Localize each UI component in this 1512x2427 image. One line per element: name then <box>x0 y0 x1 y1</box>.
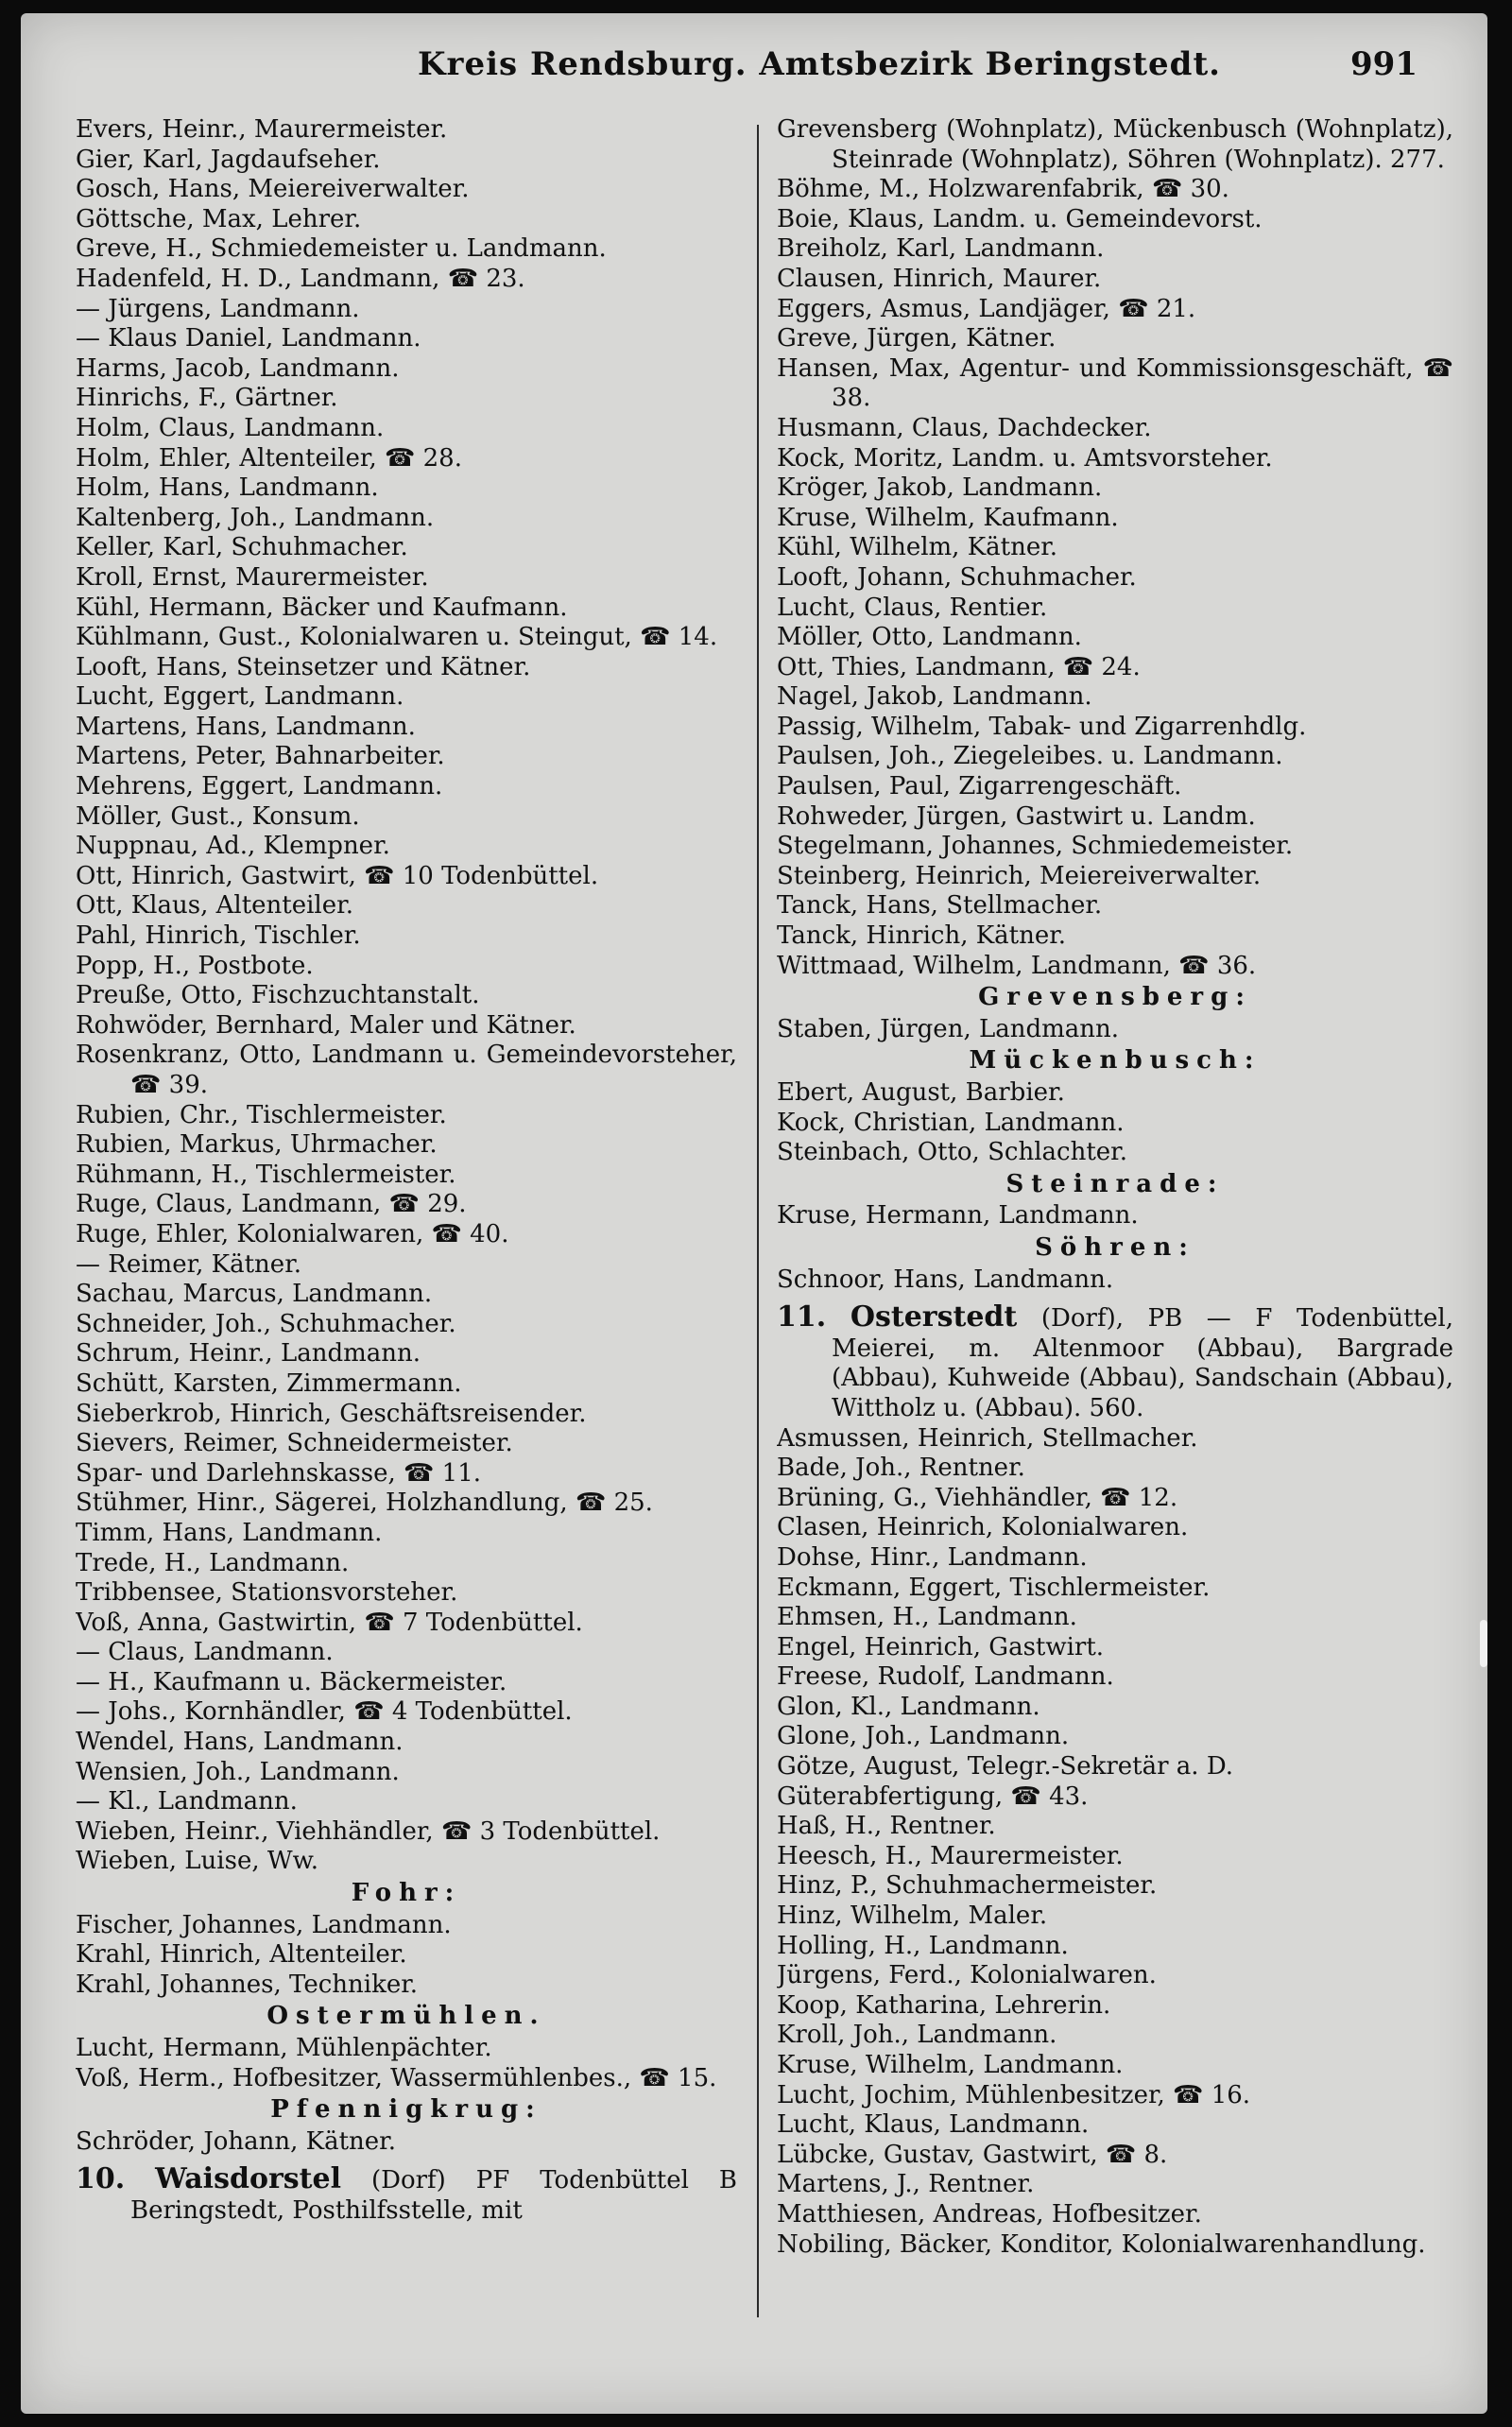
directory-entry: Wieben, Luise, Ww. <box>76 1847 319 1876</box>
directory-entry: — Claus, Landmann. <box>76 1638 334 1667</box>
pfennigkrug-entry-list <box>76 2127 737 2158</box>
column-divider <box>757 125 759 2317</box>
subheading-fohr: Fohr: <box>351 1879 462 1908</box>
directory-entry: Trede, H., Landmann. <box>76 1548 350 1577</box>
osterstedt-entry-list <box>777 1424 1453 2261</box>
directory-entry: Glone, Joh., Landmann. <box>777 1722 1070 1751</box>
section-11-heading <box>777 1302 1453 1423</box>
directory-entry: Krahl, Johannes, Techniker. <box>76 1970 419 1999</box>
ostermuehlen-entry-list <box>76 2034 737 2093</box>
directory-entry: Looft, Johann, Schuhmacher. <box>777 562 1137 592</box>
directory-entry: Möller, Gust., Konsum. <box>76 801 360 831</box>
directory-entry: Ehmsen, H., Landmann. <box>777 1603 1077 1632</box>
directory-entry: Asmussen, Heinrich, Stellmacher. <box>777 1423 1198 1453</box>
directory-entry: Holm, Hans, Landmann. <box>76 473 379 503</box>
directory-entry: Lucht, Eggert, Landmann. <box>76 682 404 712</box>
directory-entry: Ebert, August, Barbier. <box>777 1078 1065 1107</box>
directory-entry: Schneider, Joh., Schuhmacher. <box>76 1309 456 1338</box>
directory-entry: — Kl., Landmann. <box>76 1787 298 1816</box>
grevensberg-entry-list <box>777 1015 1453 1045</box>
directory-entry: Kroll, Ernst, Maurermeister. <box>76 562 429 592</box>
directory-entry: Greve, Jürgen, Kätner. <box>777 324 1057 353</box>
directory-entry: Steinberg, Heinrich, Meiereiverwalter. <box>777 861 1262 890</box>
mueckenbusch-entry-list <box>777 1078 1453 1168</box>
directory-entry: — Johs., Kornhändler, ☎ 4 Todenbüttel. <box>76 1697 573 1727</box>
directory-entry: Krahl, Hinrich, Altenteiler. <box>76 1940 407 1970</box>
directory-entry: — H., Kaufmann u. Bäckermeister. <box>76 1667 507 1696</box>
steinrade-entry-list <box>777 1201 1453 1231</box>
section-10-number: 10. <box>76 2162 126 2196</box>
directory-entry: Schnoor, Hans, Landmann. <box>777 1265 1114 1294</box>
directory-entry: Voß, Herm., Hofbesitzer, Wassermühlenbes., ☎ 15. <box>76 2063 717 2092</box>
directory-entry: Kaltenberg, Joh., Landmann. <box>76 503 435 532</box>
directory-entry: Breiholz, Karl, Landmann. <box>777 234 1105 264</box>
directory-entry: Lucht, Klaus, Landmann. <box>777 2110 1090 2140</box>
subheading-mueckenbusch: Mückenbusch: <box>969 1046 1262 1076</box>
section-10-description: (Dorf) PF Todenbüttel B Beringstedt, Posthilfsstelle, mit <box>130 2166 738 2225</box>
directory-entry: Ott, Klaus, Altenteiler. <box>76 891 353 921</box>
right-column <box>777 115 1453 2260</box>
directory-entry: Göttsche, Max, Lehrer. <box>76 204 362 233</box>
directory-entry: Jürgens, Ferd., Kolonialwaren. <box>777 1961 1157 1990</box>
soehren-entry-list <box>777 1265 1453 1296</box>
directory-entry: Haß, H., Rentner. <box>777 1812 996 1841</box>
directory-entry: — Reimer, Kätner. <box>76 1249 302 1279</box>
directory-page <box>21 13 1487 2414</box>
section-10-heading <box>76 2164 737 2226</box>
directory-entry: Lübcke, Gustav, Gastwirt, ☎ 8. <box>777 2140 1168 2169</box>
directory-entry: Gier, Karl, Jagdaufseher. <box>76 145 381 174</box>
subheading-soehren: Söhren: <box>1035 1232 1195 1262</box>
directory-entry: Holm, Claus, Landmann. <box>76 413 385 442</box>
directory-entry: Lucht, Hermann, Mühlenpächter. <box>76 2034 492 2062</box>
directory-entry: Paulsen, Paul, Zigarrengeschäft. <box>777 772 1182 801</box>
directory-entry: Stühmer, Hinr., Sägerei, Holzhandlung, ☎ 25. <box>76 1489 653 1518</box>
directory-entry: Rühmann, H., Tischlermeister. <box>76 1160 456 1189</box>
directory-entry: Matthiesen, Andreas, Hofbesitzer. <box>777 2199 1202 2229</box>
directory-entry: Martens, Peter, Bahnarbeiter. <box>76 742 445 771</box>
section-11-description: (Dorf), PB — F Todenbüttel, Meierei, m. Altenmoor (Abbau), Bargrade (Abbau), Kuhweide (Abbau), Sandschain (Abbau), Wittholz u. (Abbau). 560. <box>832 1304 1454 1422</box>
directory-entry: Keller, Karl, Schuhmacher. <box>76 533 408 562</box>
directory-entry: Kruse, Wilhelm, Kaufmann. <box>777 503 1119 532</box>
directory-entry: Hinrichs, F., Gärtner. <box>76 384 338 413</box>
directory-entry: Engel, Heinrich, Gastwirt. <box>777 1632 1105 1661</box>
directory-entry: Rohwöder, Bernhard, Maler und Kätner. <box>76 1010 576 1040</box>
directory-entry: Kühlmann, Gust., Kolonialwaren u. Steingut, ☎ 14. <box>76 623 718 652</box>
directory-entry: Kröger, Jakob, Landmann. <box>777 473 1103 503</box>
directory-entry: Kruse, Wilhelm, Landmann. <box>777 2051 1124 2079</box>
directory-entry: Greve, H., Schmiedemeister u. Landmann. <box>76 234 607 264</box>
directory-entry: Pahl, Hinrich, Tischler. <box>76 921 361 951</box>
directory-entry: Kühl, Wilhelm, Kätner. <box>777 533 1058 562</box>
page-title: Kreis Rendsburg. Amtsbezirk Beringstedt. <box>418 45 1221 83</box>
directory-entry: Brüning, G., Viehhändler, ☎ 12. <box>777 1483 1178 1512</box>
directory-entry: Nobiling, Bäcker, Konditor, Kolonialwarenhandlung. <box>777 2229 1426 2259</box>
directory-entry: Martens, Hans, Landmann. <box>76 712 416 741</box>
directory-entry: Sievers, Reimer, Schneidermeister. <box>76 1429 513 1458</box>
directory-entry: Paulsen, Joh., Ziegeleibes. u. Landmann. <box>777 742 1283 771</box>
directory-entry: Sieberkrob, Hinrich, Geschäftsreisender. <box>76 1399 587 1428</box>
directory-entry: Koop, Katharina, Lehrerin. <box>777 1990 1111 2020</box>
directory-entry: Evers, Heinr., Maurermeister. <box>76 115 448 144</box>
directory-entry: Kock, Moritz, Landm. u. Amtsvorsteher. <box>777 443 1273 473</box>
section-10-continuation: Grevensberg (Wohnplatz), Mückenbusch (Wohnplatz), Steinrade (Wohnplatz), Söhren (Wohnplatz). 277. <box>777 115 1453 174</box>
directory-entry: Schrum, Heinr., Landmann. <box>76 1339 421 1368</box>
directory-entry: Bade, Joh., Rentner. <box>777 1454 1025 1483</box>
directory-entry: Tanck, Hans, Stellmacher. <box>777 891 1103 921</box>
directory-entry: Fischer, Johannes, Landmann. <box>76 1910 452 1939</box>
directory-entry: Freese, Rudolf, Landmann. <box>777 1662 1114 1692</box>
directory-entry: — Jürgens, Landmann. <box>76 294 360 323</box>
fohr-entry-list <box>76 1911 737 2001</box>
directory-entry: Wittmaad, Wilhelm, Landmann, ☎ 36. <box>777 951 1257 980</box>
directory-entry: Güterabfertigung, ☎ 43. <box>777 1782 1089 1811</box>
section-11-place: Osterstedt <box>850 1300 1018 1334</box>
directory-entry: Dohse, Hinr., Landmann. <box>777 1542 1088 1572</box>
directory-entry: — Klaus Daniel, Landmann. <box>76 324 421 353</box>
directory-entry: Hinz, P., Schuhmachermeister. <box>777 1871 1158 1901</box>
directory-entry: Spar- und Darlehnskasse, ☎ 11. <box>76 1458 481 1488</box>
directory-entry: Lucht, Claus, Rentier. <box>777 593 1048 622</box>
directory-entry: Clausen, Hinrich, Maurer. <box>777 264 1102 293</box>
subheading-pfennigkrug: Pfennigkrug: <box>270 2095 542 2125</box>
directory-entry: Rubien, Markus, Uhrmacher. <box>76 1130 438 1160</box>
directory-entry: Looft, Hans, Steinsetzer und Kätner. <box>76 652 531 681</box>
directory-entry: Hinz, Wilhelm, Maler. <box>777 1902 1048 1931</box>
subheading-grevensberg: Grevensberg: <box>978 983 1252 1012</box>
directory-entry: Clasen, Heinrich, Kolonialwaren. <box>777 1513 1189 1542</box>
directory-entry: Götze, August, Telegr.-Sekretär a. D. <box>777 1752 1234 1782</box>
directory-entry: Popp, H., Postbote. <box>76 951 314 980</box>
directory-entry: Staben, Jürgen, Landmann. <box>777 1014 1120 1043</box>
directory-entry: Voß, Anna, Gastwirtin, ☎ 7 Todenbüttel. <box>76 1608 583 1637</box>
section-10-place: Waisdorstel <box>155 2162 341 2196</box>
directory-entry: Mehrens, Eggert, Landmann. <box>76 772 443 801</box>
directory-entry: Passig, Wilhelm, Tabak- und Zigarrenhdlg. <box>777 712 1307 741</box>
directory-entry: Holm, Ehler, Altenteiler, ☎ 28. <box>76 443 462 473</box>
directory-entry: Wensien, Joh., Landmann. <box>76 1757 400 1786</box>
directory-entry: Wendel, Hans, Landmann. <box>76 1728 404 1757</box>
directory-entry: Glon, Kl., Landmann. <box>777 1692 1040 1721</box>
left-column <box>76 115 737 2227</box>
directory-entry: Ott, Thies, Landmann, ☎ 24. <box>777 652 1141 681</box>
directory-entry: Eggers, Asmus, Landjäger, ☎ 21. <box>777 294 1196 323</box>
directory-entry: Stegelmann, Johannes, Schmiedemeister. <box>777 832 1294 861</box>
directory-entry: Wieben, Heinr., Viehhändler, ☎ 3 Todenbüttel. <box>76 1816 661 1846</box>
left-entry-list <box>76 115 737 1877</box>
directory-entry: Hadenfeld, H. D., Landmann, ☎ 23. <box>76 264 525 293</box>
directory-entry: Husmann, Claus, Dachdecker. <box>777 413 1152 442</box>
directory-entry: Schütt, Karsten, Zimmermann. <box>76 1368 462 1398</box>
directory-entry: Kock, Christian, Landmann. <box>777 1108 1125 1137</box>
directory-entry: Nuppnau, Ad., Klempner. <box>76 832 390 861</box>
directory-entry: Tribbensee, Stationsvorsteher. <box>76 1578 458 1608</box>
directory-entry: Tanck, Hinrich, Kätner. <box>777 921 1067 951</box>
directory-entry: Martens, J., Rentner. <box>777 2170 1035 2199</box>
directory-entry: Rohweder, Jürgen, Gastwirt u. Landm. <box>777 801 1256 831</box>
directory-entry: Böhme, M., Holzwarenfabrik, ☎ 30. <box>777 175 1229 204</box>
directory-entry: Kroll, Joh., Landmann. <box>777 2021 1057 2050</box>
directory-entry: Gosch, Hans, Meiereiverwalter. <box>76 175 470 204</box>
directory-entry: Heesch, H., Maurermeister. <box>777 1841 1124 1870</box>
right-entry-list <box>777 175 1453 981</box>
directory-entry: Kruse, Hermann, Landmann. <box>777 1201 1139 1231</box>
directory-entry: Preuße, Otto, Fischzuchtanstalt. <box>76 981 480 1010</box>
directory-entry: Hansen, Max, Agentur- und Kommissionsgeschäft, ☎ 38. <box>777 353 1453 413</box>
page-edge-mark <box>1480 1620 1487 1667</box>
subheading-ostermuehlen: Ostermühlen. <box>266 2002 546 2031</box>
page-number: 991 <box>1350 45 1418 83</box>
directory-entry: Ott, Hinrich, Gastwirt, ☎ 10 Todenbüttel. <box>76 861 599 890</box>
directory-entry: Nagel, Jakob, Landmann. <box>777 682 1092 712</box>
directory-entry: Steinbach, Otto, Schlachter. <box>777 1138 1127 1167</box>
directory-entry: Kühl, Hermann, Bäcker und Kaufmann. <box>76 593 568 622</box>
directory-entry: Timm, Hans, Landmann. <box>76 1518 383 1547</box>
directory-entry: Sachau, Marcus, Landmann. <box>76 1280 433 1309</box>
directory-entry: Boie, Klaus, Landm. u. Gemeindevorst. <box>777 204 1263 233</box>
subheading-steinrade: Steinrade: <box>1005 1169 1225 1198</box>
page-header <box>21 45 1487 102</box>
directory-entry: Schröder, Johann, Kätner. <box>76 2126 397 2156</box>
directory-entry: Holling, H., Landmann. <box>777 1931 1069 1960</box>
directory-entry: Ruge, Ehler, Kolonialwaren, ☎ 40. <box>76 1219 509 1248</box>
directory-entry: Lucht, Jochim, Mühlenbesitzer, ☎ 16. <box>777 2080 1251 2109</box>
directory-entry: Ruge, Claus, Landmann, ☎ 29. <box>76 1190 467 1219</box>
directory-entry: Möller, Otto, Landmann. <box>777 623 1082 652</box>
directory-entry: Eckmann, Eggert, Tischlermeister. <box>777 1573 1211 1602</box>
section-11-number: 11. <box>777 1300 827 1334</box>
directory-entry: Rubien, Chr., Tischlermeister. <box>76 1100 447 1129</box>
directory-entry: Harms, Jacob, Landmann. <box>76 353 400 383</box>
directory-entry: Rosenkranz, Otto, Landmann u. Gemeindevorsteher, ☎ 39. <box>76 1041 737 1099</box>
